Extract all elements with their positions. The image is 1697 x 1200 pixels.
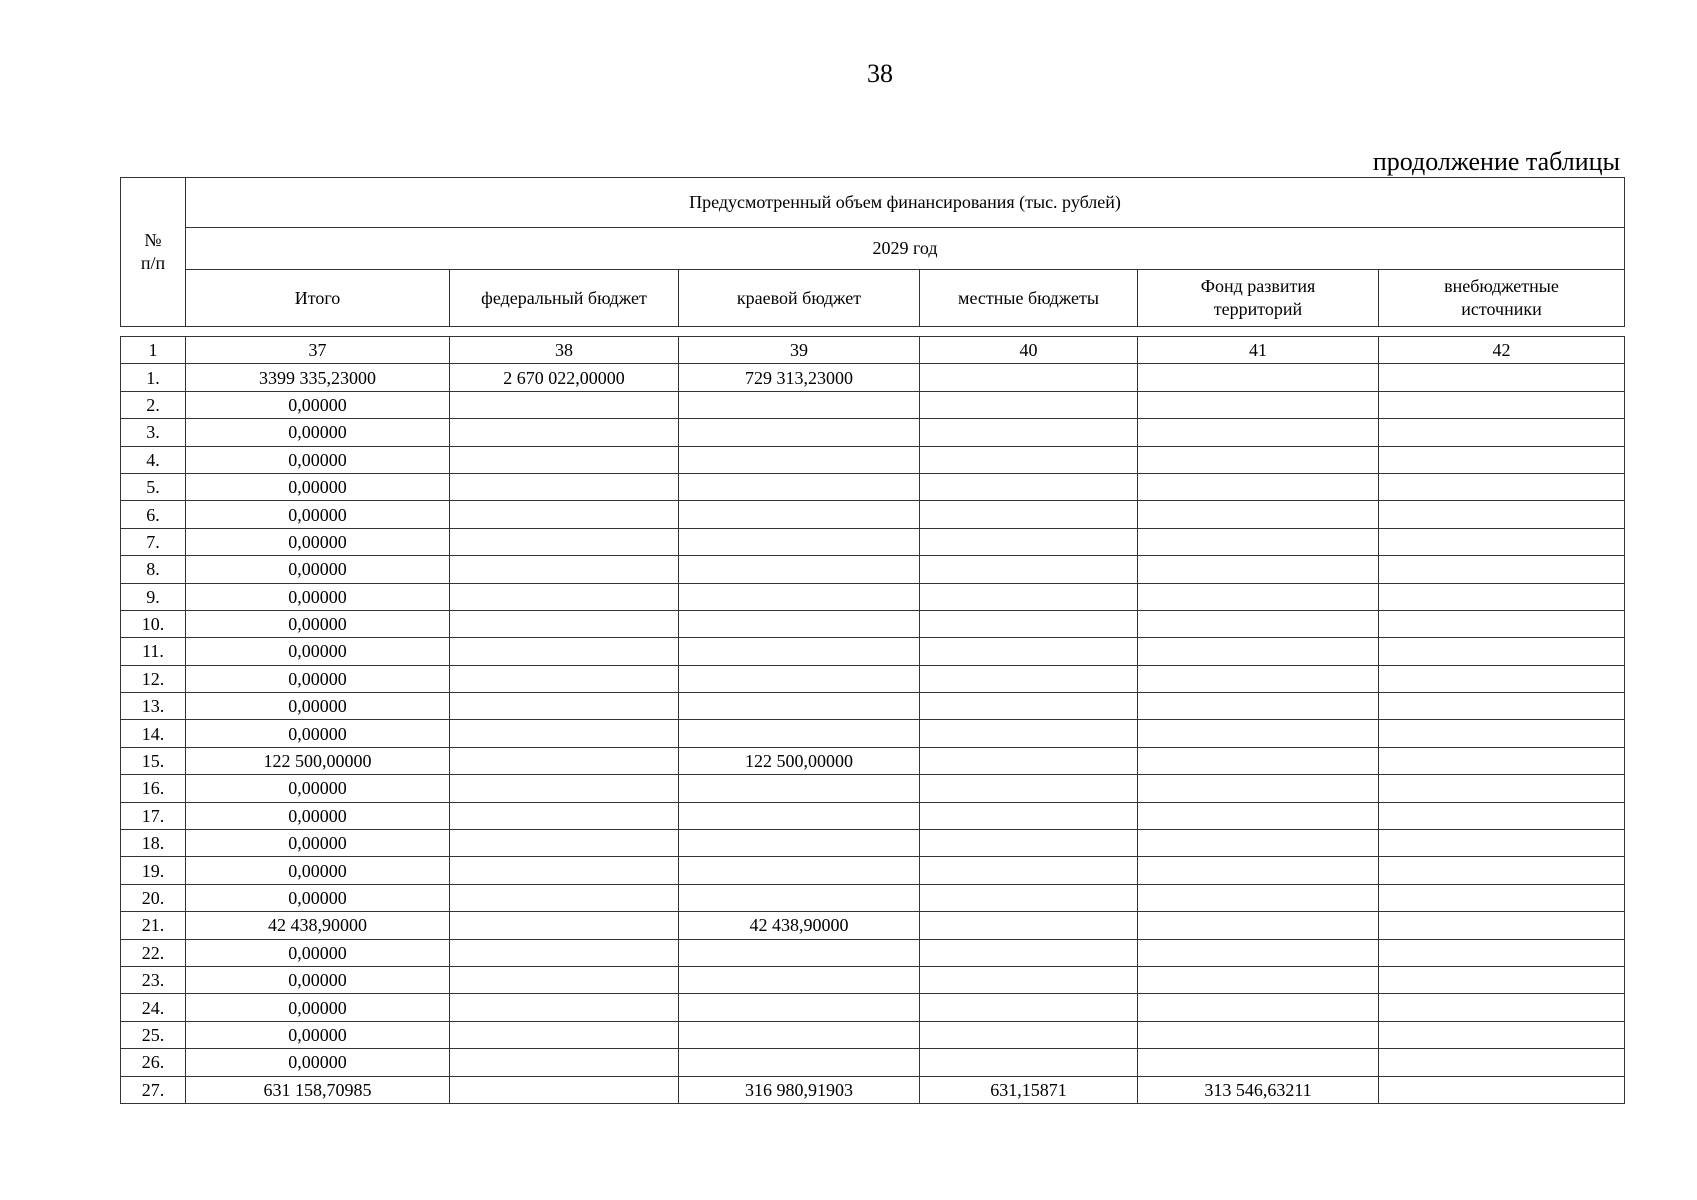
row-number-cell: 10. <box>121 610 186 637</box>
territory-fund-cell <box>1138 364 1379 391</box>
table-row <box>121 1021 1625 1048</box>
table-row <box>121 638 1625 665</box>
column-number: 40 <box>920 337 1138 364</box>
total-cell: 0,00000 <box>186 391 450 418</box>
row-number-cell: 23. <box>121 966 186 993</box>
total-cell: 0,00000 <box>186 720 450 747</box>
local-cell <box>920 1021 1138 1048</box>
federal-cell <box>450 775 679 802</box>
column-number: 42 <box>1379 337 1625 364</box>
total-cell: 0,00000 <box>186 473 450 500</box>
table-body <box>121 337 1625 1104</box>
column-header-extrabudgetary: внебюджетные источники <box>1379 270 1625 327</box>
table-row <box>121 939 1625 966</box>
column-number: 1 <box>121 337 186 364</box>
column-header-local: местные бюджеты <box>920 270 1138 327</box>
extrabudgetary-cell <box>1379 693 1625 720</box>
extrabudgetary-cell <box>1379 391 1625 418</box>
territory-fund-cell <box>1138 610 1379 637</box>
total-cell: 0,00000 <box>186 556 450 583</box>
territory-fund-cell <box>1138 419 1379 446</box>
column-number: 41 <box>1138 337 1379 364</box>
extrabudgetary-cell <box>1379 720 1625 747</box>
total-cell: 0,00000 <box>186 802 450 829</box>
territory-fund-cell <box>1138 966 1379 993</box>
local-cell <box>920 912 1138 939</box>
row-number-cell: 3. <box>121 419 186 446</box>
local-cell <box>920 775 1138 802</box>
local-cell <box>920 364 1138 391</box>
table-row <box>121 556 1625 583</box>
regional-cell <box>679 528 920 555</box>
total-cell: 0,00000 <box>186 638 450 665</box>
extrabudgetary-cell <box>1379 665 1625 692</box>
territory-fund-cell <box>1138 1021 1379 1048</box>
territory-fund-cell <box>1138 638 1379 665</box>
total-cell: 122 500,00000 <box>186 747 450 774</box>
regional-cell <box>679 446 920 473</box>
table-row <box>121 364 1625 391</box>
column-header-num: № п/п <box>121 178 186 327</box>
local-cell <box>920 473 1138 500</box>
territory-fund-cell <box>1138 693 1379 720</box>
extrabudgetary-cell <box>1379 1021 1625 1048</box>
row-number-cell: 7. <box>121 528 186 555</box>
total-cell: 0,00000 <box>186 939 450 966</box>
row-number-cell: 14. <box>121 720 186 747</box>
federal-cell <box>450 501 679 528</box>
territory-fund-cell <box>1138 391 1379 418</box>
regional-cell: 316 980,91903 <box>679 1076 920 1103</box>
territory-fund-cell <box>1138 501 1379 528</box>
regional-cell <box>679 665 920 692</box>
federal-cell: 2 670 022,00000 <box>450 364 679 391</box>
regional-cell <box>679 802 920 829</box>
column-numbers-row <box>121 337 1625 364</box>
local-cell <box>920 610 1138 637</box>
federal-cell <box>450 693 679 720</box>
local-cell <box>920 528 1138 555</box>
territory-fund-cell <box>1138 857 1379 884</box>
extrabudgetary-cell <box>1379 528 1625 555</box>
year-label: 2029 год <box>186 228 1625 270</box>
table-row <box>121 966 1625 993</box>
column-number: 38 <box>450 337 679 364</box>
total-cell: 0,00000 <box>186 528 450 555</box>
table-row <box>121 1049 1625 1076</box>
regional-cell <box>679 583 920 610</box>
extrabudgetary-cell <box>1379 775 1625 802</box>
total-cell: 0,00000 <box>186 775 450 802</box>
extrabudgetary-cell <box>1379 419 1625 446</box>
federal-cell <box>450 912 679 939</box>
regional-cell <box>679 419 920 446</box>
table-row <box>121 994 1625 1021</box>
table-row <box>121 473 1625 500</box>
territory-fund-cell <box>1138 473 1379 500</box>
table-row <box>121 884 1625 911</box>
regional-cell <box>679 473 920 500</box>
extrabudgetary-cell <box>1379 939 1625 966</box>
row-number-cell: 24. <box>121 994 186 1021</box>
territory-fund-cell <box>1138 1049 1379 1076</box>
funding-title: Предусмотренный объем финансирования (тыс. рублей) <box>186 178 1625 228</box>
territory-fund-cell <box>1138 720 1379 747</box>
regional-cell <box>679 1049 920 1076</box>
territory-fund-cell <box>1138 994 1379 1021</box>
row-number-cell: 5. <box>121 473 186 500</box>
territory-fund-cell <box>1138 528 1379 555</box>
table-row <box>121 419 1625 446</box>
table-header <box>120 177 1625 327</box>
federal-cell <box>450 556 679 583</box>
extrabudgetary-cell <box>1379 501 1625 528</box>
extrabudgetary-cell <box>1379 638 1625 665</box>
regional-cell <box>679 775 920 802</box>
table-row <box>121 610 1625 637</box>
extrabudgetary-cell <box>1379 473 1625 500</box>
territory-fund-cell <box>1138 939 1379 966</box>
territory-fund-cell <box>1138 665 1379 692</box>
federal-cell <box>450 1021 679 1048</box>
column-number: 37 <box>186 337 450 364</box>
extrabudgetary-cell <box>1379 884 1625 911</box>
federal-cell <box>450 446 679 473</box>
total-cell: 0,00000 <box>186 884 450 911</box>
extrabudgetary-cell <box>1379 446 1625 473</box>
table-row <box>121 391 1625 418</box>
total-cell: 0,00000 <box>186 966 450 993</box>
regional-cell <box>679 857 920 884</box>
local-cell <box>920 747 1138 774</box>
regional-cell <box>679 610 920 637</box>
row-number-cell: 27. <box>121 1076 186 1103</box>
total-cell: 0,00000 <box>186 419 450 446</box>
continuation-label: продолжение таблицы <box>1372 147 1620 176</box>
table-row <box>121 830 1625 857</box>
regional-cell <box>679 693 920 720</box>
column-header-territory-fund: Фонд развития территорий <box>1138 270 1379 327</box>
extrabudgetary-cell <box>1379 556 1625 583</box>
local-cell <box>920 556 1138 583</box>
local-cell <box>920 1049 1138 1076</box>
territory-fund-cell <box>1138 884 1379 911</box>
federal-cell <box>450 939 679 966</box>
table-row <box>121 693 1625 720</box>
row-number-cell: 25. <box>121 1021 186 1048</box>
regional-cell <box>679 501 920 528</box>
local-cell <box>920 939 1138 966</box>
federal-cell <box>450 747 679 774</box>
federal-cell <box>450 966 679 993</box>
local-cell <box>920 857 1138 884</box>
local-cell <box>920 966 1138 993</box>
row-number-cell: 6. <box>121 501 186 528</box>
total-cell: 0,00000 <box>186 857 450 884</box>
row-number-cell: 12. <box>121 665 186 692</box>
regional-cell <box>679 994 920 1021</box>
regional-cell <box>679 939 920 966</box>
row-number-cell: 18. <box>121 830 186 857</box>
federal-cell <box>450 665 679 692</box>
regional-cell <box>679 720 920 747</box>
column-header-federal: федеральный бюджет <box>450 270 679 327</box>
total-cell: 0,00000 <box>186 610 450 637</box>
territory-fund-cell <box>1138 802 1379 829</box>
regional-cell <box>679 391 920 418</box>
row-number-cell: 16. <box>121 775 186 802</box>
total-cell: 0,00000 <box>186 1049 450 1076</box>
local-cell <box>920 446 1138 473</box>
page-number: 38 <box>867 59 893 88</box>
federal-cell <box>450 473 679 500</box>
extrabudgetary-cell <box>1379 857 1625 884</box>
table-row <box>121 747 1625 774</box>
total-cell: 0,00000 <box>186 994 450 1021</box>
territory-fund-cell <box>1138 775 1379 802</box>
extrabudgetary-cell <box>1379 802 1625 829</box>
table-row <box>121 501 1625 528</box>
row-number-cell: 8. <box>121 556 186 583</box>
row-number-cell: 13. <box>121 693 186 720</box>
row-number-cell: 21. <box>121 912 186 939</box>
extrabudgetary-cell <box>1379 912 1625 939</box>
row-number-cell: 26. <box>121 1049 186 1076</box>
extrabudgetary-cell <box>1379 966 1625 993</box>
extrabudgetary-cell <box>1379 747 1625 774</box>
table-row <box>121 583 1625 610</box>
row-number-cell: 2. <box>121 391 186 418</box>
total-cell: 0,00000 <box>186 830 450 857</box>
local-cell <box>920 802 1138 829</box>
table-row <box>121 857 1625 884</box>
federal-cell <box>450 884 679 911</box>
row-number-cell: 17. <box>121 802 186 829</box>
row-number-cell: 22. <box>121 939 186 966</box>
total-cell: 631 158,70985 <box>186 1076 450 1103</box>
federal-cell <box>450 638 679 665</box>
row-number-cell: 1. <box>121 364 186 391</box>
row-number-cell: 20. <box>121 884 186 911</box>
territory-fund-cell: 313 546,63211 <box>1138 1076 1379 1103</box>
row-number-cell: 15. <box>121 747 186 774</box>
data-table <box>120 336 1625 1104</box>
regional-cell <box>679 830 920 857</box>
federal-cell <box>450 720 679 747</box>
local-cell <box>920 830 1138 857</box>
table-row <box>121 912 1625 939</box>
column-number: 39 <box>679 337 920 364</box>
local-cell <box>920 638 1138 665</box>
row-number-cell: 19. <box>121 857 186 884</box>
table-row <box>121 665 1625 692</box>
row-number-cell: 4. <box>121 446 186 473</box>
federal-cell <box>450 610 679 637</box>
federal-cell <box>450 528 679 555</box>
federal-cell <box>450 830 679 857</box>
extrabudgetary-cell <box>1379 1049 1625 1076</box>
regional-cell <box>679 884 920 911</box>
regional-cell <box>679 638 920 665</box>
local-cell <box>920 583 1138 610</box>
total-cell: 0,00000 <box>186 583 450 610</box>
federal-cell <box>450 391 679 418</box>
local-cell <box>920 994 1138 1021</box>
federal-cell <box>450 857 679 884</box>
regional-cell: 42 438,90000 <box>679 912 920 939</box>
table-row <box>121 446 1625 473</box>
total-cell: 0,00000 <box>186 501 450 528</box>
federal-cell <box>450 1049 679 1076</box>
extrabudgetary-cell <box>1379 364 1625 391</box>
total-cell: 0,00000 <box>186 665 450 692</box>
regional-cell <box>679 556 920 583</box>
local-cell <box>920 665 1138 692</box>
territory-fund-cell <box>1138 446 1379 473</box>
local-cell <box>920 693 1138 720</box>
territory-fund-cell <box>1138 583 1379 610</box>
total-cell: 42 438,90000 <box>186 912 450 939</box>
local-cell <box>920 884 1138 911</box>
territory-fund-cell <box>1138 747 1379 774</box>
column-header-total: Итого <box>186 270 450 327</box>
regional-cell <box>679 1021 920 1048</box>
total-cell: 0,00000 <box>186 446 450 473</box>
federal-cell <box>450 419 679 446</box>
extrabudgetary-cell <box>1379 1076 1625 1103</box>
total-cell: 0,00000 <box>186 1021 450 1048</box>
regional-cell: 122 500,00000 <box>679 747 920 774</box>
extrabudgetary-cell <box>1379 994 1625 1021</box>
territory-fund-cell <box>1138 556 1379 583</box>
federal-cell <box>450 802 679 829</box>
local-cell <box>920 501 1138 528</box>
local-cell <box>920 391 1138 418</box>
table-row <box>121 528 1625 555</box>
extrabudgetary-cell <box>1379 830 1625 857</box>
extrabudgetary-cell <box>1379 610 1625 637</box>
table-row <box>121 1076 1625 1103</box>
row-number-cell: 9. <box>121 583 186 610</box>
federal-cell <box>450 583 679 610</box>
local-cell <box>920 419 1138 446</box>
column-header-regional: краевой бюджет <box>679 270 920 327</box>
territory-fund-cell <box>1138 830 1379 857</box>
table-row <box>121 802 1625 829</box>
local-cell: 631,15871 <box>920 1076 1138 1103</box>
regional-cell: 729 313,23000 <box>679 364 920 391</box>
extrabudgetary-cell <box>1379 583 1625 610</box>
table-row <box>121 720 1625 747</box>
territory-fund-cell <box>1138 912 1379 939</box>
row-number-cell: 11. <box>121 638 186 665</box>
table-row <box>121 775 1625 802</box>
federal-cell <box>450 994 679 1021</box>
local-cell <box>920 720 1138 747</box>
federal-cell <box>450 1076 679 1103</box>
total-cell: 3399 335,23000 <box>186 364 450 391</box>
total-cell: 0,00000 <box>186 693 450 720</box>
regional-cell <box>679 966 920 993</box>
